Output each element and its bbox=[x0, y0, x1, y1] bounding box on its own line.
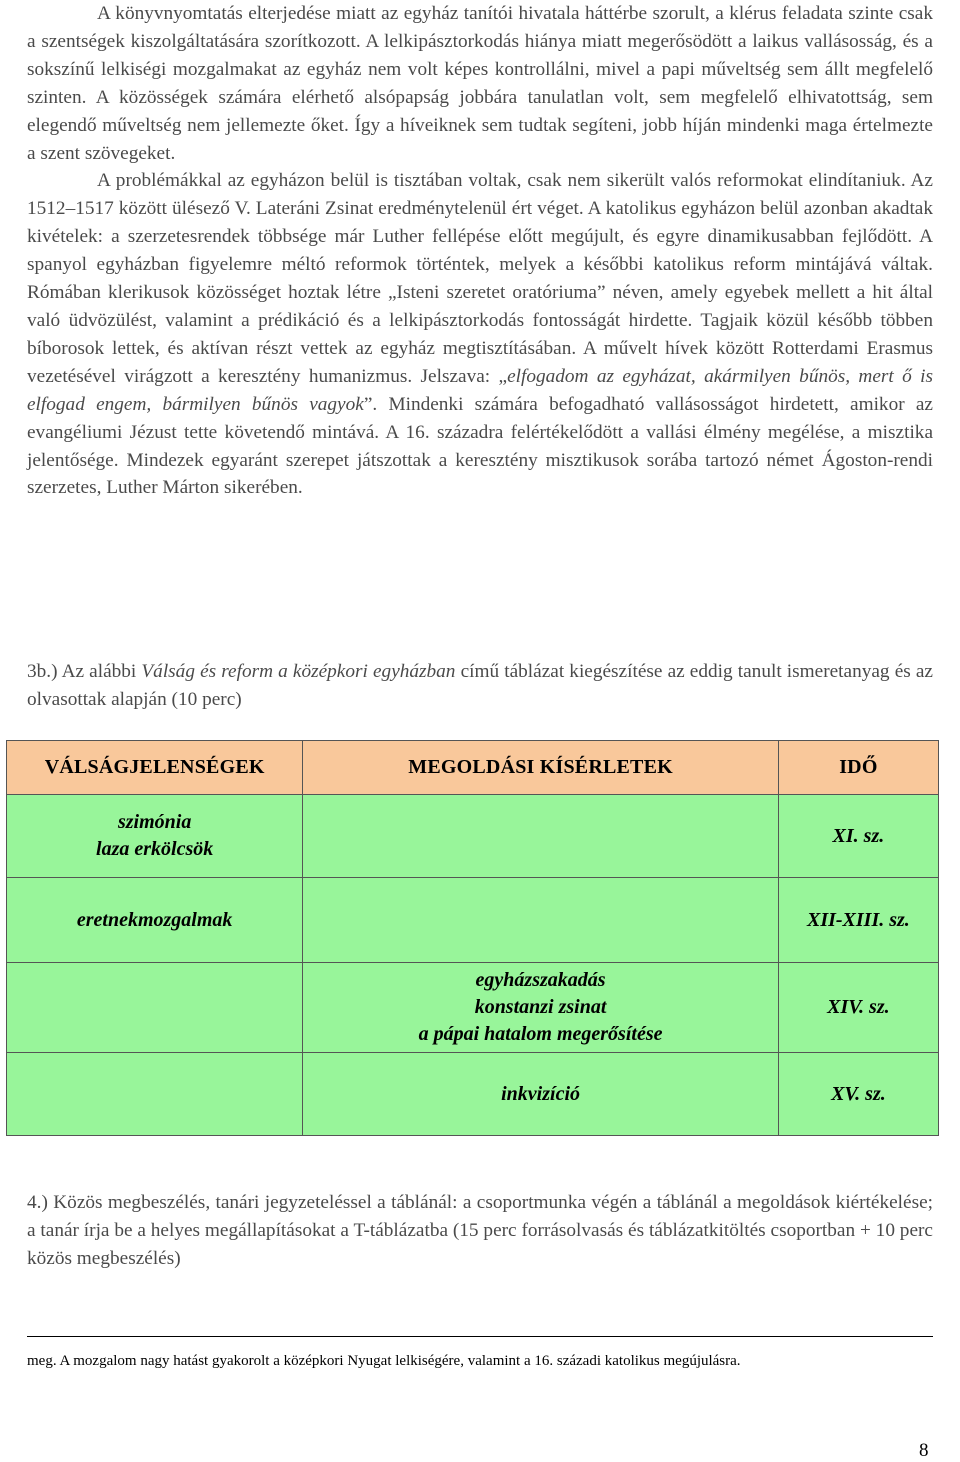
crisis-cell bbox=[7, 795, 303, 878]
header-crisis: VÁLSÁGJELENSÉGEK bbox=[7, 741, 303, 795]
footnote-divider bbox=[27, 1336, 933, 1337]
time-cell: XV. sz. bbox=[778, 1053, 938, 1136]
solution-cell bbox=[303, 795, 779, 878]
crisis-item: laza erkölcsök bbox=[96, 838, 214, 860]
table-header-row bbox=[7, 741, 939, 795]
erasmus-motto: elfogadom az egyházat, akármilyen bűnös, mert ő is elfogad engem, bármilyen bűnös vagyok bbox=[27, 365, 934, 415]
solution-cell bbox=[303, 878, 779, 963]
solution-item: konstanzi zsinat bbox=[474, 996, 607, 1018]
solution-item: a pápai hatalom megerősítése bbox=[418, 1023, 663, 1045]
solution-cell bbox=[303, 963, 779, 1053]
footnote: meg. A mozgalom nagy hatást gyakorolt a középkori Nyugat lelkiségére, valamint a 16. századi katolikus megújulásra. bbox=[27, 1353, 741, 1369]
table-row bbox=[7, 963, 939, 1053]
crisis-cell bbox=[7, 1053, 303, 1136]
task-3b-prefix: 3b.) Az alábbi bbox=[27, 661, 142, 682]
body-text bbox=[27, 0, 933, 502]
table-row bbox=[7, 1053, 939, 1136]
page-number: 8 bbox=[919, 1440, 929, 1461]
paragraph-1: A könyvnyomtatás elterjedése miatt az egyház tanítói hivatala háttérbe szorult, a klérus feladata szinte csak a szentségek kiszolgáltatására szorítkozott. A lelkipásztorkodás hiánya miatt megerősödött a laikus vallásosság, és a sokszínű lelkiségi mozgalmakat az egyház nem volt képes kontrollálni, mivel a papi műveltség sem állt megfelelő szinten. A közösségek számára elérhető alsópapság jobbára tanulatlan volt, sem megfelelő elhivatottság, sem elegendő műveltség nem jellemezte őket. Így a híveiknek sem tudtak segíteni, jobb híján mindenki maga értelmezte a szent szövegeket. bbox=[27, 3, 933, 164]
table-title: Válság és reform a középkori egyházban bbox=[141, 661, 456, 682]
paragraph-2-text-b: ”. Mindenki számára befogadható vallásosságot hirdetett, amikor az evangéliumi Jézust tette követendő mintává. A 16. századra felértékelődött a vallási élmény megélése, a misztika jelentősége. Mindezek egyaránt szerepet játszottak a keresztény misztikusok sorába tartozó német Ágoston-rendi szerzetes, Luther Márton sikerében. bbox=[27, 393, 933, 499]
header-solutions: MEGOLDÁSI KÍSÉRLETEK bbox=[303, 741, 779, 795]
crisis-cell bbox=[7, 878, 303, 963]
crisis-reform-table bbox=[6, 740, 939, 1136]
solution-cell bbox=[303, 1053, 779, 1136]
paragraph-2 bbox=[27, 167, 933, 502]
crisis-item: eretnekmozgalmak bbox=[76, 908, 233, 931]
paragraph-2-text-a: A problémákkal az egyházon belül is tisztában voltak, csak nem sikerült valós reformokat elindítaniuk. Az 1512–1517 között ülésező V. Lateráni Zsinat eredménytelenül ért véget. A katolikus egyházon belül azonban akadtak kivételek: a szerzetesrendek többsége már Luther fellépése előtt megújult, és egyre dinamikusabban fejlődött. A spanyol egyházban figyelemre méltó reformok történtek, melyek a későbbi katolikus reform mintájává váltak. Rómában klerikusok közösséget hoztak létre „Isteni szeretet oratóriuma” néven, amely egyebek mellett a hit által való üdvözülést, valamint a prédikáció és a lelkipásztorkodás fontosságát hirdette. Tagjaik közül később többen bíborosok lettek, és aktívan részt vettek az egyház megtisztításában. A művelt hívek között Rotterdami Erasmus vezetésével virágzott a keresztény humanizmus. Jelszava: „ bbox=[27, 170, 933, 387]
crisis-cell bbox=[7, 963, 303, 1053]
time-cell: XI. sz. bbox=[778, 795, 938, 878]
time-cell: XIV. sz. bbox=[778, 963, 938, 1053]
table-row bbox=[7, 878, 939, 963]
task-3b-instruction bbox=[27, 658, 933, 714]
time-cell: XII-XIII. sz. bbox=[778, 878, 938, 963]
task-4-instruction: 4.) Közös megbeszélés, tanári jegyzeteléssel a táblánál: a csoportmunka végén a táblánál a megoldások kiértékelése; a tanár írja be a helyes megállapításokat a T-táblázatba (15 perc forrásolvasás és táblázatkitöltés csoportban + 10 perc közös megbeszélés) bbox=[27, 1192, 933, 1269]
solution-item: egyházszakadás bbox=[475, 969, 606, 991]
crisis-item: szimónia bbox=[117, 811, 192, 833]
task-3b-suffix: című táblázat kiegészítése az eddig tanult ismeretanyag és az olvasottak alapján (10 perc) bbox=[27, 661, 933, 710]
header-time: IDŐ bbox=[778, 741, 938, 795]
table-row bbox=[7, 795, 939, 878]
solution-item: inkvizíció bbox=[501, 1082, 580, 1105]
